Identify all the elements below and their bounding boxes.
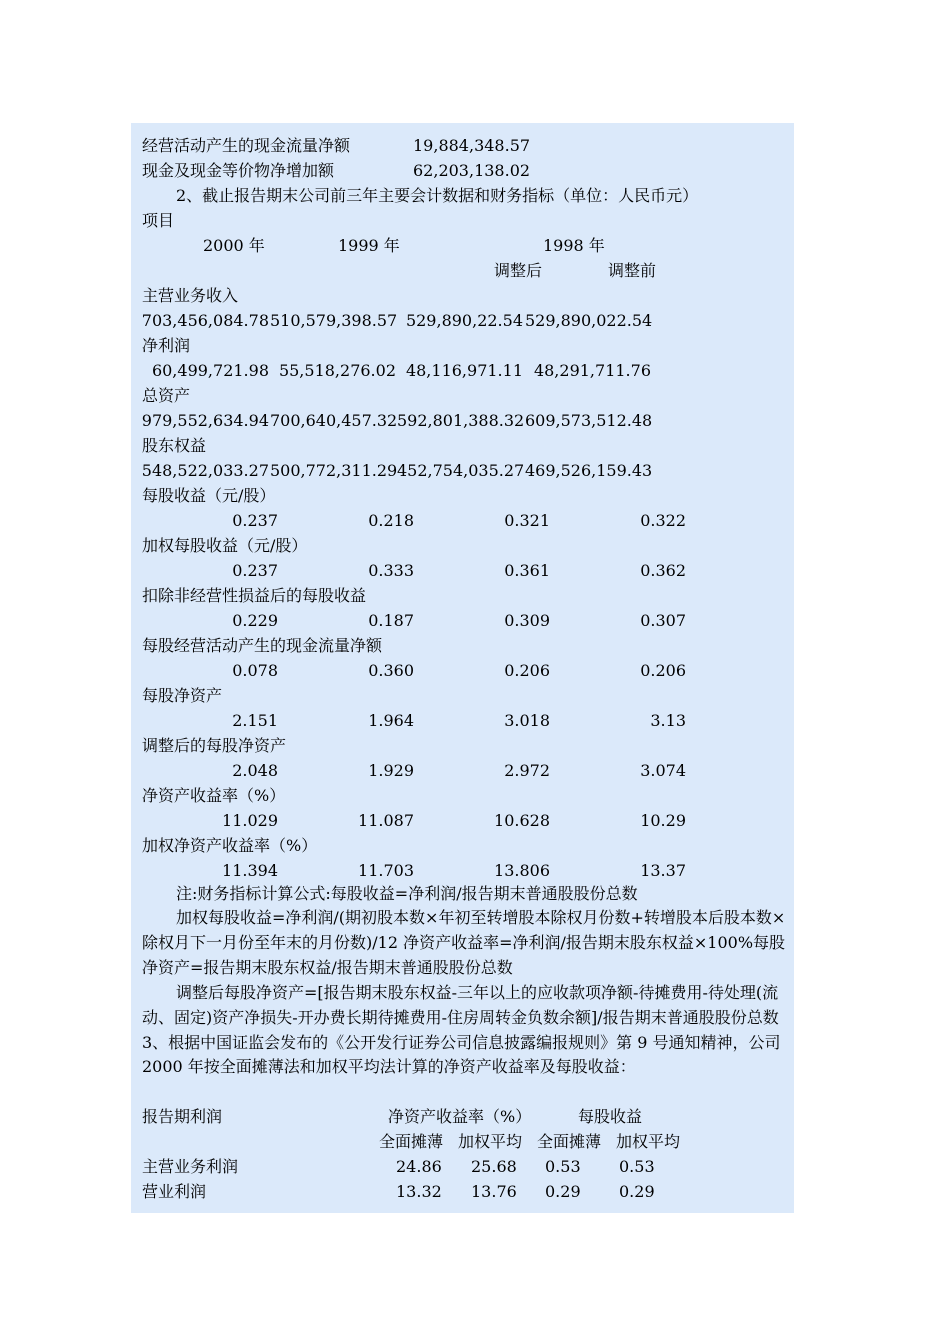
- table1-cell: 13.37: [640, 861, 686, 880]
- table2-cell: 24.86: [396, 1157, 442, 1176]
- note-formula-eps: 注:财务指标计算公式:每股收益=净利润/报告期末普通股股份总数: [176, 884, 638, 903]
- table1-row-label: 加权净资产收益率（%）: [142, 836, 318, 855]
- table1-cell: 55,518,276.02: [278, 361, 396, 380]
- table1-cell: 2.048: [232, 761, 278, 780]
- table1-cell: 0.309: [504, 611, 550, 630]
- table1-row-label: 主营业务收入: [142, 286, 239, 305]
- table2-row-label: 主营业务利润: [142, 1157, 239, 1176]
- table1-row-label: 总资产: [142, 386, 191, 405]
- table1-cell: 592,801,388.32: [397, 411, 525, 430]
- table1-cell: 3.074: [640, 761, 686, 780]
- table1-cell: 11.087: [358, 811, 414, 830]
- table1-cell: 0.206: [504, 661, 550, 680]
- table1-cell: 548,522,033.27: [141, 461, 269, 480]
- table1-cell: 1.964: [368, 711, 414, 730]
- table1-cell: 60,499,721.98: [151, 361, 269, 380]
- table1-row-label: 净资产收益率（%）: [142, 786, 286, 805]
- table1-cell: 979,552,634.94: [141, 411, 269, 430]
- table1-cell: 0.237: [232, 561, 278, 580]
- table1-cell: 700,640,457.32: [270, 411, 398, 430]
- table2-cell: 0.29: [619, 1182, 655, 1201]
- cashflow-ops-value: 19,884,348.57: [413, 136, 531, 155]
- table1-cell: 500,772,311.29: [270, 461, 398, 480]
- table2-sub-header: 加权平均: [616, 1132, 681, 1151]
- table1-cell: 0.218: [368, 511, 414, 530]
- table2-cell: 13.32: [396, 1182, 442, 1201]
- table1-cell: 703,456,084.78: [141, 311, 269, 330]
- table2-cell: 0.53: [619, 1157, 655, 1176]
- table1-item-header: 项目: [142, 211, 175, 230]
- table1-row-label: 调整后的每股净资产: [142, 736, 287, 755]
- table1-cell: 0.322: [640, 511, 686, 530]
- table2-cell: 0.29: [545, 1182, 581, 1201]
- table1-cell: 2.151: [232, 711, 278, 730]
- table2-sub-header: 加权平均: [458, 1132, 523, 1151]
- adjusted-before-header: 调整前: [608, 261, 657, 280]
- table1-row-label: 净利润: [142, 336, 191, 355]
- table1-cell: 0.361: [504, 561, 550, 580]
- cash-increase-value: 62,203,138.02: [413, 161, 531, 180]
- table1-cell: 2.972: [504, 761, 550, 780]
- year-1998-header: 1998 年: [543, 236, 605, 255]
- table1-cell: 0.321: [504, 511, 550, 530]
- table1-cell: 0.307: [640, 611, 686, 630]
- table2-row-label: 营业利润: [142, 1182, 207, 1201]
- table1-cell: 0.333: [368, 561, 414, 580]
- table1-cell: 10.628: [494, 811, 550, 830]
- table2-cell: 13.76: [471, 1182, 517, 1201]
- table2-roe-header: 净资产收益率（%）: [388, 1107, 532, 1126]
- table1-cell: 452,754,035.27: [397, 461, 525, 480]
- year-2000-header: 2000 年: [203, 236, 265, 255]
- table1-row-label: 每股净资产: [142, 686, 223, 705]
- cashflow-ops-label: 经营活动产生的现金流量净额: [142, 136, 351, 155]
- table1-cell: 10.29: [640, 811, 686, 830]
- table1-row-label: 每股收益（元/股）: [142, 486, 276, 505]
- table1-row-label: 扣除非经营性损益后的每股收益: [142, 586, 367, 605]
- table1-cell: 469,526,159.43: [525, 461, 653, 480]
- table1-cell: 0.078: [232, 661, 278, 680]
- table1-cell: 529,890,22.54: [405, 311, 523, 330]
- table2-sub-header: 全面摊薄: [379, 1132, 444, 1151]
- table1-cell: 510,579,398.57: [270, 311, 398, 330]
- note-formula-adjusted: 调整后每股净资产=[报告期末股东权益-三年以上的应收款项净额-待摊费用-待处理(流动、固定)资产净损失-开办费长期待摊费用-住房周转金负数余额]/报告期末普通股股份总数 3、根据中国证监会发布的《公开发行证券公司信息披露编报规则》第 9 号通知精神，公司 2000 年按全面摊薄法和加权平均法计算的净资产收益率及每股收益：: [142, 983, 781, 1077]
- adjusted-after-header: 调整后: [494, 261, 543, 280]
- table2-eps-header: 每股收益: [578, 1107, 643, 1126]
- table2-cell: 0.53: [545, 1157, 581, 1176]
- table1-cell: 529,890,022.54: [525, 311, 653, 330]
- table1-cell: 0.206: [640, 661, 686, 680]
- table1-cell: 11.029: [222, 811, 278, 830]
- table1-cell: 0.187: [368, 611, 414, 630]
- cash-increase-label: 现金及现金等价物净增加额: [142, 161, 335, 180]
- table1-row-label: 每股经营活动产生的现金流量净额: [142, 636, 383, 655]
- note-formula-weighted: 加权每股收益=净利润/(期初股本数×年初至转增股本除权月份数+转增股本后股本数×除权月下一月份至年末的月份数)/12 净资产收益率=净利润/报告期末股东权益×100%每股净资产=报告期末股东权益/报告期末普通股股份总数: [142, 908, 786, 977]
- table1-cell: 3.13: [650, 711, 686, 730]
- year-1999-header: 1999 年: [338, 236, 400, 255]
- table1-cell: 0.229: [232, 611, 278, 630]
- table1-cell: 0.237: [232, 511, 278, 530]
- table1-cell: 1.929: [368, 761, 414, 780]
- table1-cell: 11.394: [222, 861, 278, 880]
- table1-cell: 3.018: [504, 711, 550, 730]
- table2-cell: 25.68: [471, 1157, 517, 1176]
- table1-cell: 48,291,711.76: [533, 361, 651, 380]
- table1-row-label: 股东权益: [142, 436, 207, 455]
- table1-cell: 11.703: [358, 861, 414, 880]
- table1-row-label: 加权每股收益（元/股）: [142, 536, 308, 555]
- table1-cell: 48,116,971.11: [405, 361, 523, 380]
- table1-cell: 0.362: [640, 561, 686, 580]
- section2-title: 2、截止报告期末公司前三年主要会计数据和财务指标（单位：人民币元）: [176, 186, 699, 205]
- table1-cell: 609,573,512.48: [525, 411, 653, 430]
- table2-sub-header: 全面摊薄: [537, 1132, 602, 1151]
- table2-profit-header: 报告期利润: [142, 1107, 223, 1126]
- table1-cell: 13.806: [494, 861, 550, 880]
- table1-cell: 0.360: [368, 661, 414, 680]
